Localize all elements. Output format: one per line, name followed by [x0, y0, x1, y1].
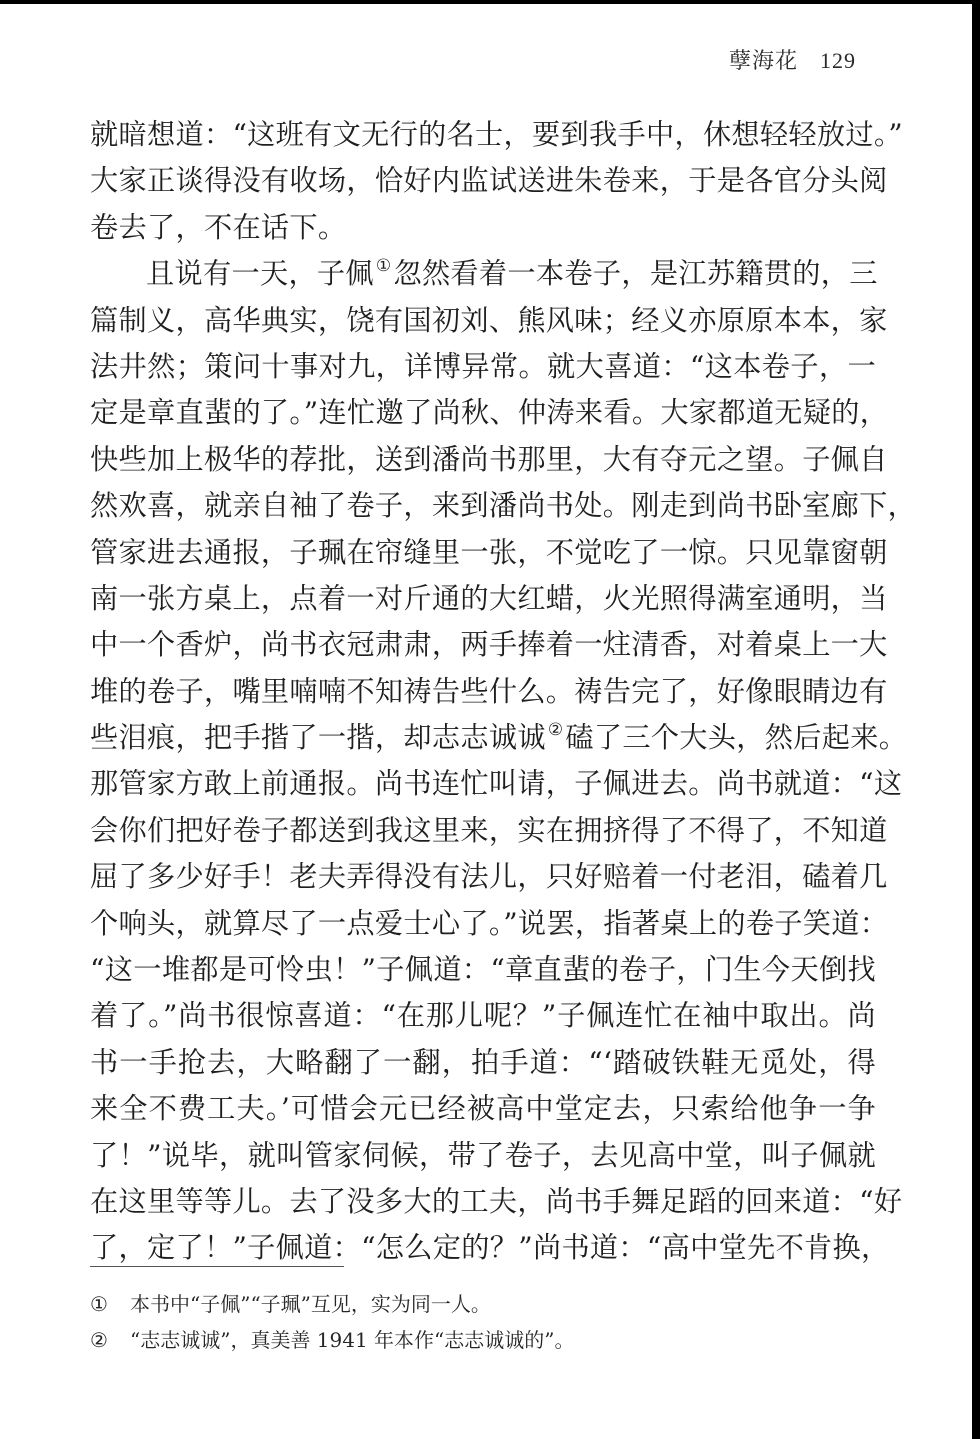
page-number: 129 [820, 48, 856, 73]
text-line: 会你们把好卷子都送到我这里来，实在拥挤得了不得了，不知道 [90, 813, 888, 847]
paragraph-2 [90, 251, 917, 1272]
text-line: 篇制义，高华典实，饶有国初刘、熊风味；经义亦原原本本，家 [90, 303, 888, 337]
text-line: 屈了多少好手！老夫弄得没有法儿，只好赔着一付老泪，磕着几 [90, 860, 888, 894]
footnote-marker: ② [90, 1328, 108, 1352]
text-line: 然欢喜，就亲自袖了卷子，来到潘尚书处。刚走到尚书卧室廊下， [90, 489, 917, 523]
text-line: 中一个香炉，尚书衣冠肃肃，两手捧着一炷清香，对着桌上一大 [90, 628, 888, 662]
text-line: 堆的卷子，嘴里喃喃不知祷告些什么。祷告完了，好像眼睛边有 [90, 674, 888, 708]
text-line: 了，定了！”子佩道：“怎么定的？”尚书道：“高中堂先不肯换， [90, 1231, 890, 1265]
text-line: 管家进去通报，子珮在帘缝里一张，不觉吃了一惊。只见靠窗朝 [90, 535, 888, 569]
text-segment: 些泪痕，把手揩了一揩，却志志诚诚 [90, 721, 546, 755]
text-line: 书一手抢去，大略翻了一翻，拍手道：“‘踏破铁鞋无觅处，得 [90, 1045, 876, 1079]
text-line: 在这里等等儿。去了没多大的工夫，尚书手舞足蹈的回来道：“好 [90, 1184, 903, 1218]
text-segment: 磕了三个大头，然后起来。 [565, 721, 908, 755]
book-title: 孽海花 [728, 49, 798, 74]
text-line: 就暗想道：“这班有文无行的名士，要到我手中，休想轻轻放过。” [90, 118, 903, 151]
text-line: 来全不费工夫。’可惜会元已经被高中堂定去，只索给他争一争 [90, 1092, 876, 1126]
text-line [90, 251, 876, 297]
footnote-reference-2: ② [547, 720, 564, 741]
text-line: “这一堆都是可怜虫！”子佩道：“章直蜚的卷子，门生今天倒找 [90, 953, 876, 987]
body-text [90, 112, 917, 1272]
scan-edge-right [972, 0, 980, 1439]
footnote-text: 本书中“子佩”“子珮”互见，实为同一人。 [130, 1292, 491, 1316]
running-header [729, 44, 856, 75]
text-line: 南一张方桌上，点着一对斤通的大红蜡，火光照得满室通明，当 [90, 581, 888, 615]
text-line: 个响头，就算尽了一点爱士心了。”说罢，指著桌上的卷子笑道： [90, 906, 889, 940]
footnote-2 [90, 1322, 880, 1358]
scan-edge-top [0, 0, 980, 4]
text-segment: 忽然看着一本卷子，是江苏籍贯的，三 [393, 257, 878, 291]
text-line: 快些加上极华的荐批，送到潘尚书那里，大有夺元之望。子佩自 [90, 442, 888, 476]
text-line: 那管家方敢上前通报。尚书连忙叫请，子佩进去。尚书就道：“这 [90, 767, 903, 801]
text-segment: 且说有一天，子佩 [146, 257, 374, 291]
text-line: 着了。”尚书很惊喜道：“在那儿呢？”子佩连忙在袖中取出。尚 [90, 999, 876, 1033]
text-line [90, 715, 908, 761]
footnote-text: “志志诚诚”，真美善 1941 年本作“志志诚诚的”。 [130, 1328, 575, 1352]
text-line: 大家正谈得没有收场，恰好内监试送进朱卷来，于是各官分头阅 [90, 164, 888, 198]
text-line: 定是章直蜚的了。”连忙邀了尚秋、仲涛来看。大家都道无疑的， [90, 396, 889, 430]
text-line: 法井然；策问十事对九，详博异常。就大喜道：“这本卷子，一 [90, 349, 876, 383]
text-line: 了！”说毕，就叫管家伺候，带了卷子，去见高中堂，叫子佩就 [90, 1138, 876, 1172]
paragraph-1 [90, 112, 903, 251]
footnote-marker: ① [90, 1292, 108, 1316]
footnotes [90, 1286, 880, 1358]
footnote-1 [90, 1286, 880, 1322]
footnote-separator [90, 1266, 344, 1267]
footnote-reference-1: ① [375, 256, 392, 277]
text-line: 卷去了，不在话下。 [90, 210, 347, 244]
